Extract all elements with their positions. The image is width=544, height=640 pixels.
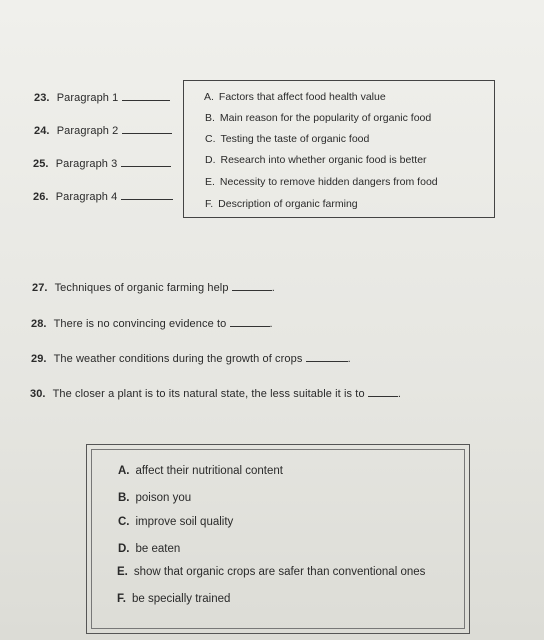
completion-option-e: E. show that organic crops are safer than conventional ones bbox=[117, 566, 426, 578]
question-number: 26. bbox=[33, 191, 49, 203]
question-label: Paragraph 2 bbox=[56, 125, 119, 137]
question-23 bbox=[34, 92, 170, 104]
question-25 bbox=[33, 158, 171, 170]
completion-option-d: D. be eaten bbox=[118, 543, 181, 555]
question-28: 28. There is no convincing evidence to . bbox=[31, 318, 273, 330]
matching-option-d: D. Research into whether organic food is better bbox=[205, 154, 427, 166]
question-27: 27. Techniques of organic farming help . bbox=[32, 282, 275, 294]
question-text: Techniques of organic farming help bbox=[54, 282, 229, 294]
question-text: There is no convincing evidence to bbox=[53, 318, 227, 330]
question-label: Paragraph 1 bbox=[56, 92, 119, 104]
matching-option-b: B. Main reason for the popularity of organic food bbox=[205, 112, 432, 124]
completion-option-f: F. be specially trained bbox=[117, 593, 231, 605]
answer-blank[interactable] bbox=[230, 326, 270, 327]
question-number: 27. bbox=[32, 282, 48, 294]
question-label: Paragraph 4 bbox=[55, 191, 118, 203]
question-24 bbox=[34, 125, 172, 137]
question-text: The weather conditions during the growth of crops bbox=[53, 353, 303, 365]
answer-blank[interactable] bbox=[306, 361, 348, 362]
question-text: The closer a plant is to its natural state, the less suitable it is to bbox=[52, 388, 365, 400]
question-number: 29. bbox=[31, 353, 47, 365]
answer-blank[interactable] bbox=[122, 100, 170, 101]
question-30: 30. The closer a plant is to its natural state, the less suitable it is to . bbox=[30, 388, 401, 400]
question-number: 24. bbox=[34, 125, 50, 137]
question-number: 25. bbox=[33, 158, 49, 170]
question-number: 23. bbox=[34, 92, 50, 104]
matching-option-f: F. Description of organic farming bbox=[205, 198, 358, 210]
answer-blank[interactable] bbox=[232, 290, 272, 291]
matching-option-c: C. Testing the taste of organic food bbox=[205, 133, 370, 145]
answer-blank[interactable] bbox=[121, 199, 173, 200]
answer-blank[interactable] bbox=[121, 166, 171, 167]
completion-option-c: C. improve soil quality bbox=[118, 516, 234, 528]
matching-option-e: E. Necessity to remove hidden dangers from food bbox=[205, 176, 438, 188]
question-number: 28. bbox=[31, 318, 47, 330]
question-26 bbox=[33, 191, 173, 203]
question-number: 30. bbox=[30, 388, 46, 400]
completion-option-a: A. affect their nutritional content bbox=[118, 465, 283, 477]
question-label: Paragraph 3 bbox=[55, 158, 118, 170]
answer-blank[interactable] bbox=[368, 396, 398, 397]
question-29: 29. The weather conditions during the growth of crops . bbox=[31, 353, 351, 365]
matching-option-a: A. Factors that affect food health value bbox=[204, 91, 386, 103]
completion-option-b: B. poison you bbox=[118, 492, 192, 504]
answer-blank[interactable] bbox=[122, 133, 172, 134]
